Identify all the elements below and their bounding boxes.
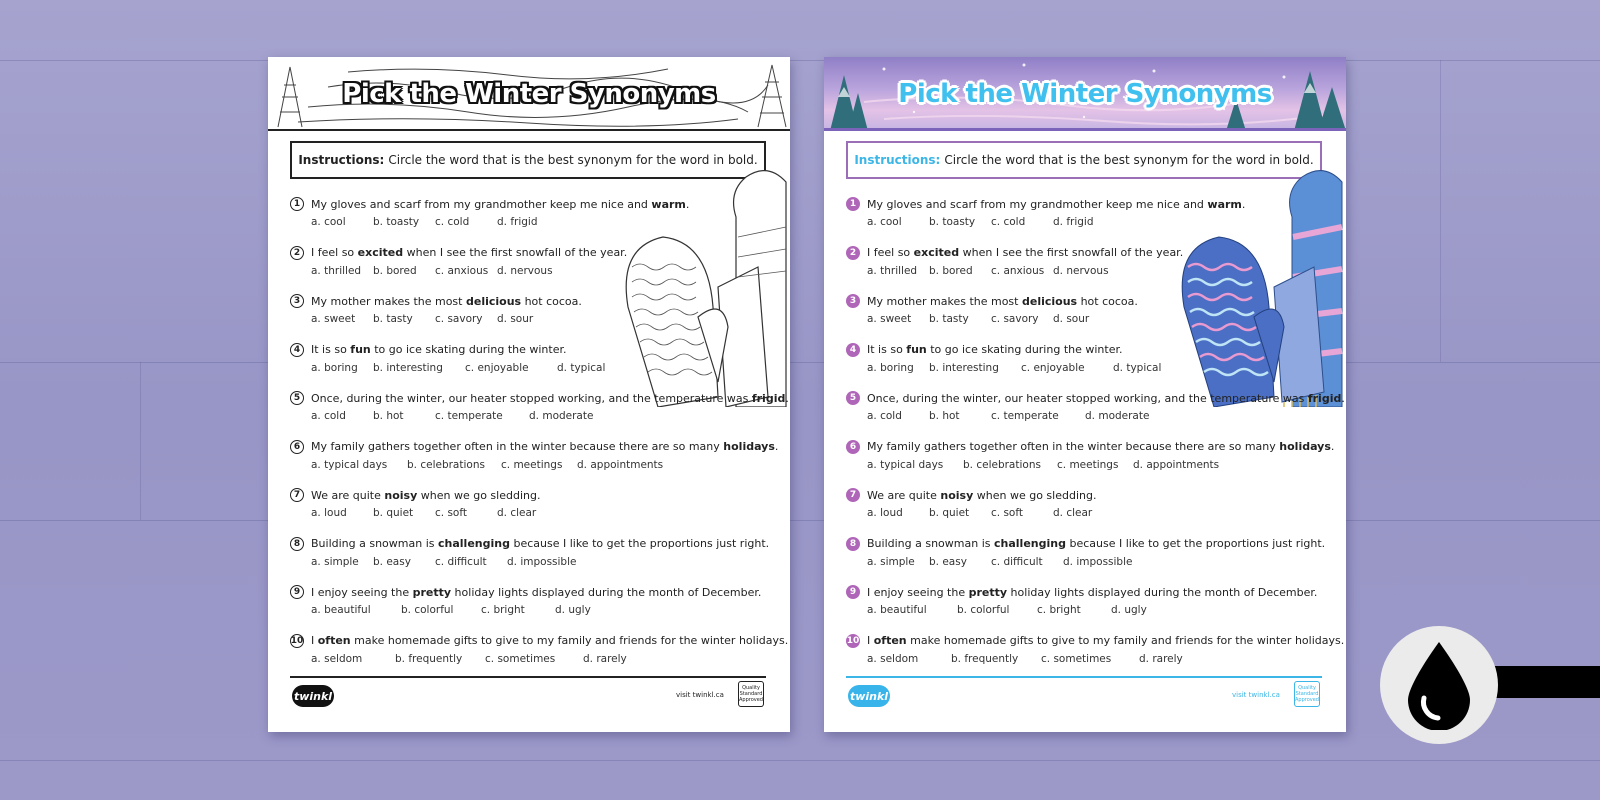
- answer-option[interactable]: c. savory: [991, 313, 1039, 325]
- answer-option[interactable]: b. colorful: [957, 604, 1010, 616]
- twinkl-logo: twinkl: [292, 685, 334, 707]
- question: 9 I enjoy seeing the pretty holiday lights displayed during the month of December. a. beautiful b. colorful c. bright d. ugly: [290, 583, 760, 632]
- answer-option[interactable]: a. seldom: [311, 652, 363, 665]
- answer-option[interactable]: c. enjoyable: [465, 361, 529, 374]
- question-number: 2: [290, 246, 304, 260]
- answer-option[interactable]: d. sour: [1053, 313, 1090, 325]
- answer-option[interactable]: c. soft: [991, 507, 1023, 519]
- bold-word: warm: [651, 197, 686, 211]
- answer-option[interactable]: c. meetings: [1057, 458, 1119, 471]
- bold-word: delicious: [465, 294, 522, 308]
- title-banner: [824, 57, 1346, 131]
- answer-option[interactable]: b. colorful: [401, 604, 454, 616]
- title-banner: [268, 57, 790, 131]
- answer-option[interactable]: b. celebrations: [963, 458, 1041, 471]
- answer-option[interactable]: a. thrilled: [311, 264, 362, 277]
- answer-option[interactable]: b. interesting: [929, 361, 999, 374]
- instructions-text: Circle the word that is the best synonym for the word in bold.: [944, 153, 1314, 167]
- quality-badge: Quality Standard Approved: [738, 681, 764, 707]
- instructions-text: Circle the word that is the best synonym for the word in bold.: [388, 153, 758, 167]
- question-number: 9: [290, 585, 304, 599]
- worksheet-color: [824, 57, 1346, 732]
- answer-option[interactable]: a. boring: [311, 361, 358, 374]
- answer-option[interactable]: c. difficult: [435, 555, 487, 568]
- quality-badge: Quality Standard Approved: [1294, 681, 1320, 707]
- question-number: 6: [290, 440, 304, 454]
- answer-option[interactable]: c. sometimes: [485, 652, 556, 665]
- question-number: 5: [290, 391, 304, 405]
- bold-word: frigid: [1307, 391, 1342, 405]
- answer-option[interactable]: d. rarely: [583, 652, 627, 665]
- answer-option[interactable]: d. frigid: [1053, 216, 1094, 228]
- answer-option[interactable]: a. typical days: [867, 458, 944, 471]
- answer-option[interactable]: a. cool: [311, 216, 346, 228]
- question-number: 8: [290, 537, 304, 551]
- bold-word: often: [873, 634, 907, 647]
- answer-option[interactable]: b. bored: [373, 264, 417, 277]
- question-number: 7: [290, 488, 304, 502]
- bold-word: delicious: [1021, 294, 1078, 308]
- question: 2 I feel so excited when I see the first snowfall of the year. a. thrilled b. bored c. anxious d. nervous: [290, 244, 760, 293]
- answer-option[interactable]: c. temperate: [435, 410, 503, 422]
- bold-word: pretty: [412, 585, 452, 599]
- answer-option[interactable]: a. cold: [311, 410, 346, 422]
- answer-option[interactable]: d. clear: [1053, 507, 1093, 519]
- question-number: 6: [846, 440, 860, 454]
- bold-word: warm: [1207, 197, 1242, 211]
- question-number: 5: [846, 391, 860, 405]
- answer-option[interactable]: d. sour: [497, 313, 534, 325]
- question: 4 It is so fun to go ice skating during the winter. a. boring b. interesting c. enjoyable d. typical: [290, 341, 760, 390]
- answer-option[interactable]: c. soft: [435, 507, 467, 519]
- question: 10 I often make homemade gifts to give to my family and friends for the winter holidays. a. seldom b. frequently c. sometimes d. rarely: [290, 634, 789, 665]
- question: 10 I often make homemade gifts to give to my family and friends for the winter holidays. a. seldom b. frequently c. sometimes d. rarely: [846, 634, 1345, 665]
- question: 6 My family gathers together often in the winter because there are so many holidays. a. typical days b. celebrations c. meetings d. appointments: [290, 438, 760, 487]
- answer-option[interactable]: d. ugly: [1111, 604, 1147, 616]
- answer-option[interactable]: b. tasty: [929, 313, 969, 325]
- twinkl-logo: twinkl: [848, 685, 890, 707]
- answer-option[interactable]: a. sweet: [311, 313, 356, 325]
- answer-option[interactable]: a. seldom: [867, 652, 919, 665]
- answer-option[interactable]: b. hot: [373, 410, 404, 422]
- answer-option[interactable]: b. toasty: [373, 216, 420, 228]
- answer-option[interactable]: c. cold: [991, 216, 1026, 228]
- question-number: 3: [846, 294, 860, 308]
- bold-word: excited: [357, 246, 404, 259]
- question-number: 10: [846, 635, 860, 646]
- bold-word: holidays: [1279, 440, 1331, 453]
- answer-option[interactable]: c. temperate: [991, 410, 1059, 422]
- answer-option[interactable]: b. easy: [929, 555, 967, 568]
- question-number: 1: [290, 197, 304, 211]
- question-list: [290, 195, 789, 680]
- question: 4 It is so fun to go ice skating during the winter. a. boring b. interesting c. enjoyable d. typical: [846, 341, 1316, 390]
- question: 9 I enjoy seeing the pretty holiday lights displayed during the month of December. a. beautiful b. colorful c. bright d. ugly: [846, 583, 1316, 632]
- answer-option[interactable]: d. nervous: [1053, 264, 1109, 277]
- footer-url: visit twinkl.ca: [676, 691, 724, 699]
- answer-option[interactable]: a. loud: [867, 507, 903, 519]
- answer-option[interactable]: c. enjoyable: [1021, 361, 1085, 374]
- question-number: 10: [290, 635, 304, 646]
- answer-option[interactable]: c. anxious: [435, 264, 489, 277]
- question-number: 8: [846, 537, 860, 551]
- answer-option[interactable]: b. hot: [929, 410, 960, 422]
- question: 6 My family gathers together often in the winter because there are so many holidays. a. typical days b. celebrations c. meetings d. appointments: [846, 438, 1316, 487]
- answer-option[interactable]: c. savory: [435, 313, 483, 325]
- answer-option[interactable]: d. rarely: [1139, 652, 1183, 665]
- question: 1 My gloves and scarf from my grandmother keep me nice and warm. a. cool b. toasty c. cold d. frigid: [290, 195, 760, 244]
- answer-option[interactable]: b. tasty: [373, 313, 413, 325]
- answer-option[interactable]: c. bright: [481, 604, 525, 616]
- answer-option[interactable]: a. typical days: [311, 458, 388, 471]
- question: 3 My mother makes the most delicious hot cocoa. a. sweet b. tasty c. savory d. sour: [846, 292, 1316, 341]
- answer-option[interactable]: d. appointments: [577, 458, 664, 471]
- answer-option[interactable]: c. cold: [435, 216, 470, 228]
- answer-option[interactable]: a. loud: [311, 507, 347, 519]
- worksheet-title: Pick the Winter Synonyms: [342, 79, 716, 109]
- question-number: 7: [846, 488, 860, 502]
- answer-option[interactable]: b. easy: [373, 555, 411, 568]
- question: 7 We are quite noisy when we go sledding. a. loud b. quiet c. soft d. clear: [846, 486, 1316, 535]
- question-number: 9: [846, 585, 860, 599]
- answer-option[interactable]: d. impossible: [1063, 555, 1133, 568]
- answer-option[interactable]: c. anxious: [991, 264, 1045, 277]
- answer-option[interactable]: a. beautiful: [311, 604, 371, 616]
- answer-option[interactable]: a. thrilled: [867, 264, 918, 277]
- bold-word: fun: [350, 343, 371, 356]
- answer-option[interactable]: b. toasty: [929, 216, 976, 228]
- answer-option[interactable]: d. moderate: [529, 410, 594, 422]
- bold-word: challenging: [994, 537, 1066, 550]
- footer-url: visit twinkl.ca: [1232, 691, 1280, 699]
- answer-option[interactable]: a. beautiful: [867, 604, 927, 616]
- answer-option[interactable]: b. interesting: [373, 361, 443, 374]
- answer-option[interactable]: b. frequently: [395, 652, 463, 665]
- answer-option[interactable]: c. bright: [1037, 604, 1081, 616]
- bold-word: challenging: [438, 537, 510, 550]
- bold-word: pretty: [968, 585, 1008, 599]
- question: 1 My gloves and scarf from my grandmother keep me nice and warm. a. cool b. toasty c. cold d. frigid: [846, 195, 1316, 244]
- answer-option[interactable]: d. clear: [497, 507, 537, 519]
- answer-option[interactable]: a. boring: [867, 361, 914, 374]
- footer-divider: [290, 676, 766, 678]
- answer-option[interactable]: a. simple: [311, 555, 359, 568]
- question: 8 Building a snowman is challenging because I like to get the proportions just right. a. simple b. easy c. difficult d. impossible: [846, 535, 1316, 584]
- question: 5 Once, during the winter, our heater stopped working, and the temperature was frigid. a. cold b. hot c. temperate d. moderate: [846, 389, 1316, 438]
- worksheet-title: Pick the Winter Synonyms: [898, 79, 1272, 109]
- instructions-label: Instructions:: [298, 153, 385, 167]
- bold-word: noisy: [940, 488, 974, 502]
- question-list: [846, 195, 1345, 680]
- bold-word: noisy: [384, 488, 418, 502]
- question-number: 3: [290, 294, 304, 308]
- ink-saving-badge: [1380, 626, 1498, 744]
- question-number: 4: [290, 343, 304, 357]
- footer-divider: [846, 676, 1322, 678]
- question: 3 My mother makes the most delicious hot cocoa. a. sweet b. tasty c. savory d. sour: [290, 292, 760, 341]
- bold-word: excited: [913, 246, 960, 259]
- answer-option[interactable]: b. quiet: [929, 507, 970, 519]
- answer-option[interactable]: b. frequently: [951, 652, 1019, 665]
- question: 7 We are quite noisy when we go sledding. a. loud b. quiet c. soft d. clear: [290, 486, 760, 535]
- ink-saving-bar: [1480, 666, 1600, 698]
- question: 2 I feel so excited when I see the first snowfall of the year. a. thrilled b. bored c. anxious d. nervous: [846, 244, 1316, 293]
- bold-word: holidays: [723, 440, 775, 453]
- ink-drop-icon: [1404, 640, 1474, 730]
- answer-option[interactable]: b. quiet: [373, 507, 414, 519]
- answer-option[interactable]: d. nervous: [497, 264, 553, 277]
- question: 5 Once, during the winter, our heater stopped working, and the temperature was frigid. a. cold b. hot c. temperate d. moderate: [290, 389, 760, 438]
- answer-option[interactable]: d. impossible: [507, 555, 577, 568]
- bold-word: fun: [906, 343, 927, 356]
- answer-option[interactable]: a. cool: [867, 216, 902, 228]
- question: 8 Building a snowman is challenging because I like to get the proportions just right. a. simple b. easy c. difficult d. impossible: [290, 535, 760, 584]
- bold-word: frigid: [751, 391, 786, 405]
- answer-option[interactable]: b. celebrations: [407, 458, 485, 471]
- answer-option[interactable]: a. cold: [867, 410, 902, 422]
- answer-option[interactable]: d. typical: [1113, 361, 1162, 374]
- question-number: 2: [846, 246, 860, 260]
- answer-option[interactable]: c. difficult: [991, 555, 1043, 568]
- answer-option[interactable]: d. frigid: [497, 216, 538, 228]
- answer-option[interactable]: d. typical: [557, 361, 606, 374]
- answer-option[interactable]: a. sweet: [867, 313, 912, 325]
- worksheet-bw: [268, 57, 790, 732]
- answer-option[interactable]: c. meetings: [501, 458, 563, 471]
- answer-option[interactable]: a. simple: [867, 555, 915, 568]
- bold-word: often: [317, 634, 351, 647]
- answer-option[interactable]: d. appointments: [1133, 458, 1220, 471]
- question-number: 1: [846, 197, 860, 211]
- answer-option[interactable]: b. bored: [929, 264, 973, 277]
- answer-option[interactable]: d. moderate: [1085, 410, 1150, 422]
- answer-option[interactable]: d. ugly: [555, 604, 591, 616]
- question-number: 4: [846, 343, 860, 357]
- instructions-label: Instructions:: [854, 153, 941, 167]
- answer-option[interactable]: c. sometimes: [1041, 652, 1112, 665]
